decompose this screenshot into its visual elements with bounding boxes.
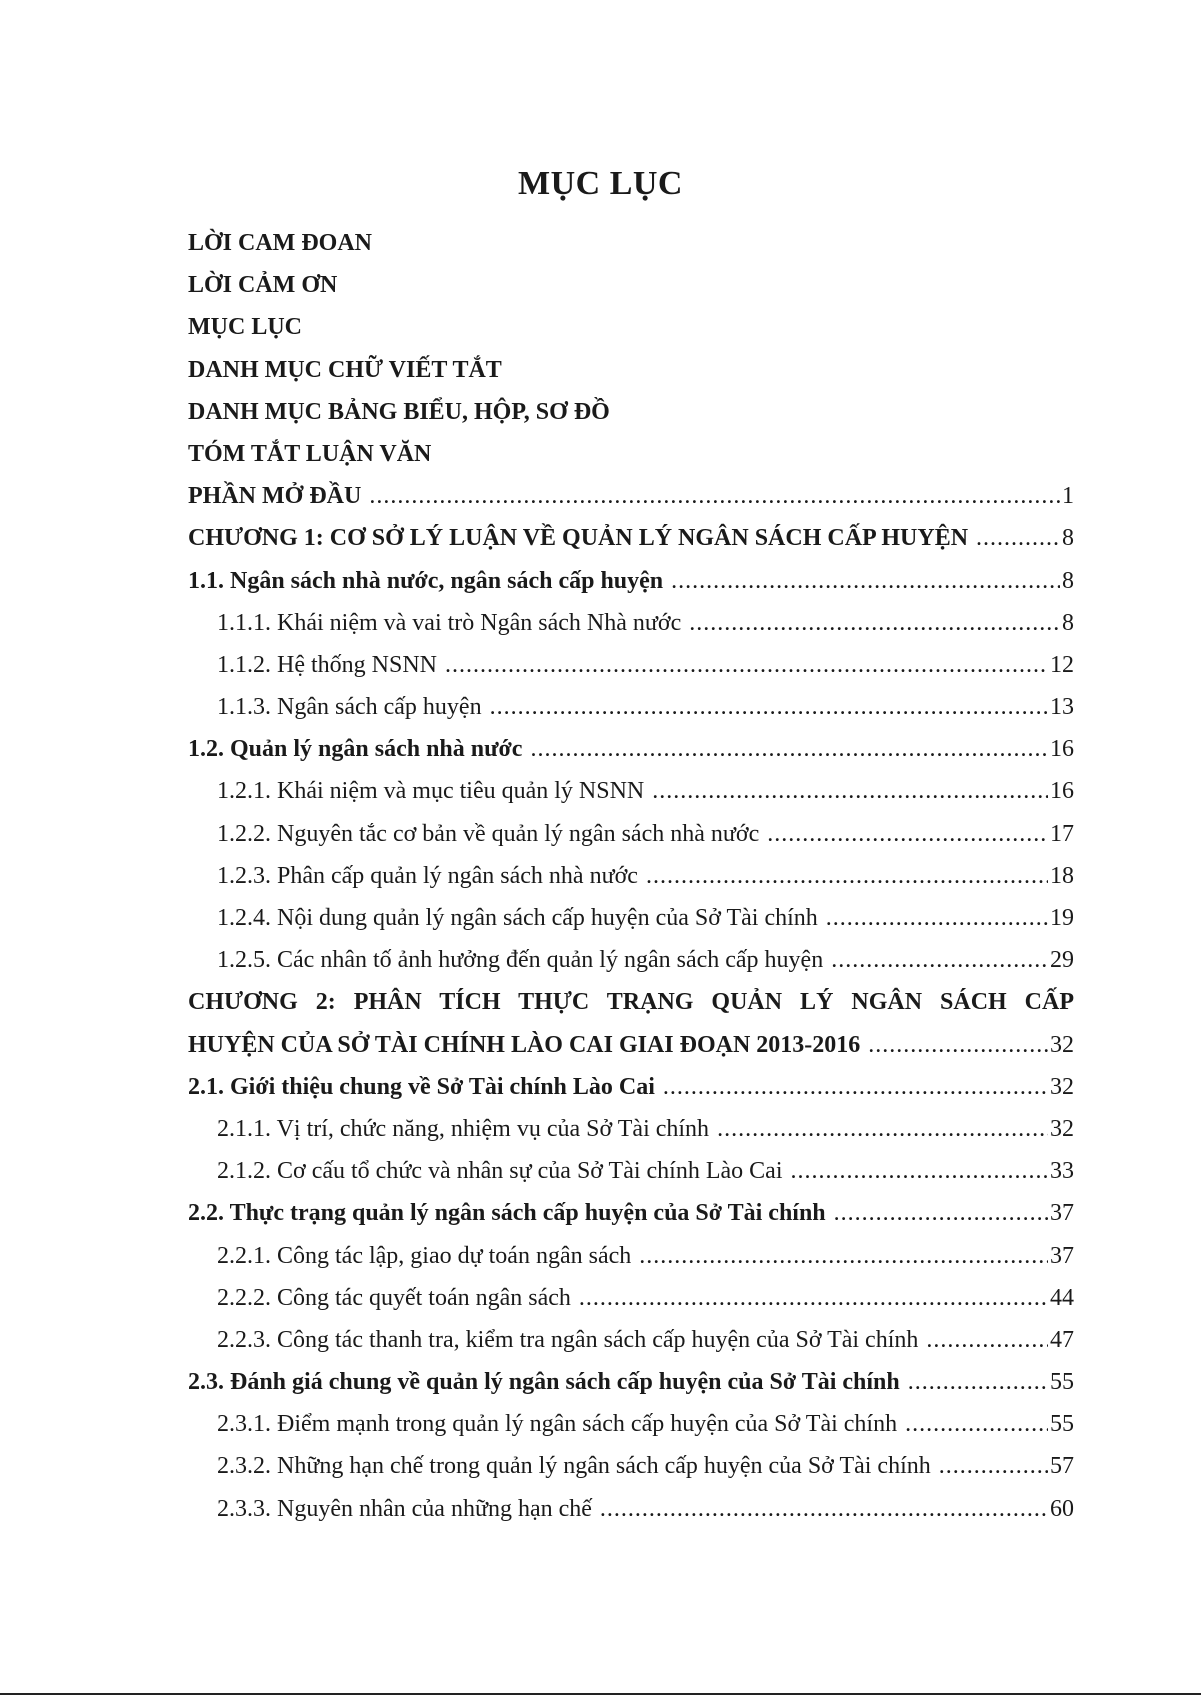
toc-dot-leader xyxy=(834,1192,1048,1234)
toc-entry-title: 2.3.3. Nguyên nhân của những hạn chế xyxy=(217,1495,592,1522)
toc-entry-title: LỜI CẢM ƠN xyxy=(188,272,338,299)
toc-entry-title: 1.2.2. Nguyên tắc cơ bản về quản lý ngân sách nhà nước xyxy=(217,820,760,847)
toc-dot-leader xyxy=(490,686,1048,728)
toc-entry[interactable] xyxy=(188,1361,1074,1403)
toc-page-number: 57 xyxy=(1050,1453,1074,1480)
toc-dot-leader xyxy=(445,644,1048,686)
toc-entry[interactable] xyxy=(188,475,1074,517)
toc-page-number: 32 xyxy=(1050,1115,1074,1142)
toc-dot-leader xyxy=(791,1150,1049,1192)
toc-page-number: 32 xyxy=(1050,1073,1074,1100)
toc-dot-leader xyxy=(868,1024,1048,1066)
toc-entry[interactable] xyxy=(188,1024,1074,1066)
toc-entry-title: 1.1.1. Khái niệm và vai trò Ngân sách Nhà nước xyxy=(217,609,682,636)
toc-entry-title: 1.2.5. Các nhân tố ảnh hưởng đến quản lý ngân sách cấp huyện xyxy=(217,947,824,974)
toc-entry-title: 2.2.3. Công tác thanh tra, kiểm tra ngân sách cấp huyện của Sở Tài chính xyxy=(217,1326,919,1353)
toc-entry[interactable] xyxy=(188,222,1074,264)
toc-page-number: 33 xyxy=(1050,1158,1074,1185)
toc-page-number: 19 xyxy=(1050,905,1074,931)
toc-entry[interactable] xyxy=(188,391,1074,433)
toc-entry-title: 1.1. Ngân sách nhà nước, ngân sách cấp huyện xyxy=(188,567,664,594)
toc-dot-leader xyxy=(646,855,1048,897)
toc-entry[interactable] xyxy=(188,1277,1074,1319)
toc-entry[interactable] xyxy=(188,1150,1074,1192)
toc-page-number: 55 xyxy=(1050,1411,1074,1438)
toc-dot-leader xyxy=(831,939,1048,981)
toc-dot-leader xyxy=(671,560,1060,602)
toc-page-number: 44 xyxy=(1050,1284,1074,1311)
toc-entry[interactable] xyxy=(188,1235,1074,1277)
toc-dot-leader xyxy=(939,1445,1048,1487)
toc-dot-leader xyxy=(976,517,1060,559)
toc-page-number: 8 xyxy=(1062,609,1074,636)
toc-dot-leader xyxy=(717,1108,1048,1150)
toc-entry[interactable] xyxy=(188,686,1074,728)
toc-entry-title: 1.1.3. Ngân sách cấp huyện xyxy=(217,694,482,721)
toc-dot-leader xyxy=(908,1361,1048,1403)
toc-entry-title: PHẦN MỞ ĐẦU xyxy=(188,483,362,510)
toc-entry-title: 1.2.4. Nội dung quản lý ngân sách cấp huyện của Sở Tài chính xyxy=(217,905,818,931)
toc-page-number: 1 xyxy=(1062,483,1074,510)
toc-entry-title: MỤC LỤC xyxy=(188,314,302,341)
page-bottom-rule xyxy=(0,1693,1201,1695)
toc-dot-leader xyxy=(369,475,1060,517)
toc-dot-leader xyxy=(663,1066,1048,1108)
toc-entry-title: DANH MỤC CHỮ VIẾT TẮT xyxy=(188,356,502,383)
toc-entry-title: 1.2.1. Khái niệm và mục tiêu quản lý NSNN xyxy=(217,778,645,805)
toc-entry[interactable] xyxy=(188,644,1074,686)
toc-dot-leader xyxy=(826,897,1048,939)
toc-entry[interactable] xyxy=(188,1445,1074,1487)
toc-entry[interactable] xyxy=(188,1319,1074,1361)
toc-entry[interactable] xyxy=(188,349,1074,391)
toc-page-number: 29 xyxy=(1050,947,1074,974)
toc-dot-leader xyxy=(926,1319,1048,1361)
toc-entry[interactable] xyxy=(188,306,1074,348)
toc-dot-leader xyxy=(639,1235,1048,1277)
toc-dot-leader xyxy=(689,602,1060,644)
toc-entry-title: 2.2.1. Công tác lập, giao dự toán ngân sách xyxy=(217,1242,632,1269)
toc-entry[interactable] xyxy=(188,897,1074,939)
page-title: MỤC LỤC xyxy=(518,165,683,202)
toc-entry[interactable] xyxy=(188,1108,1074,1150)
toc-entry[interactable] xyxy=(188,728,1074,770)
toc-entry[interactable] xyxy=(188,770,1074,812)
toc-entry-title: TÓM TẮT LUẬN VĂN xyxy=(188,440,432,467)
toc-dot-leader xyxy=(767,813,1048,855)
toc-entry[interactable] xyxy=(188,560,1074,602)
toc-entry-title: 1.2. Quản lý ngân sách nhà nước xyxy=(188,736,523,763)
toc-entry-title: DANH MỤC BẢNG BIỂU, HỘP, SƠ ĐỒ xyxy=(188,398,610,425)
toc-entry[interactable] xyxy=(188,1066,1074,1108)
toc-page-number: 12 xyxy=(1050,651,1074,678)
toc-entry[interactable] xyxy=(188,855,1074,897)
toc-entry[interactable] xyxy=(188,1192,1074,1234)
toc-page-number: 17 xyxy=(1050,820,1074,847)
toc-page-number: 32 xyxy=(1050,1031,1074,1058)
toc-entry-title: 2.3.1. Điểm mạnh trong quản lý ngân sách cấp huyện của Sở Tài chính xyxy=(217,1411,898,1438)
toc-entry-title: 2.2.2. Công tác quyết toán ngân sách xyxy=(217,1284,571,1311)
toc-entry[interactable] xyxy=(188,981,1074,1023)
toc-page-number: 16 xyxy=(1050,736,1074,763)
toc-dot-leader xyxy=(652,770,1048,812)
toc-entry[interactable] xyxy=(188,939,1074,981)
toc-entry-title: LỜI CAM ĐOAN xyxy=(188,230,372,256)
toc-page-number: 16 xyxy=(1050,778,1074,805)
table-of-contents xyxy=(188,222,1074,1530)
toc-entry-title: 2.1.1. Vị trí, chức năng, nhiệm vụ của Sở Tài chính xyxy=(217,1115,710,1142)
toc-page-number: 55 xyxy=(1050,1369,1074,1396)
toc-entry[interactable] xyxy=(188,433,1074,475)
toc-entry[interactable] xyxy=(188,1403,1074,1445)
toc-entry-title: CHƯƠNG 2: PHÂN TÍCH THỰC TRẠNG QUẢN LÝ NGÂN SÁCH CẤP xyxy=(188,989,1074,1016)
toc-entry-title: 1.1.2. Hệ thống NSNN xyxy=(217,651,437,678)
toc-entry-title: 2.1. Giới thiệu chung về Sở Tài chính Lào Cai xyxy=(188,1073,655,1100)
toc-page-number: 47 xyxy=(1050,1326,1074,1353)
toc-dot-leader xyxy=(530,728,1048,770)
toc-page-number: 8 xyxy=(1062,567,1074,594)
toc-page-number: 37 xyxy=(1050,1242,1074,1269)
toc-dot-leader xyxy=(579,1277,1048,1319)
toc-entry[interactable] xyxy=(188,517,1074,559)
toc-entry-title: 1.2.3. Phân cấp quản lý ngân sách nhà nước xyxy=(217,862,638,889)
toc-page-number: 18 xyxy=(1050,862,1074,889)
toc-entry-title: 2.2. Thực trạng quản lý ngân sách cấp huyện của Sở Tài chính xyxy=(188,1200,826,1227)
toc-entry-title: 2.3.2. Những hạn chế trong quản lý ngân sách cấp huyện của Sở Tài chính xyxy=(217,1453,931,1480)
toc-entry[interactable] xyxy=(188,1488,1074,1530)
toc-page-number: 8 xyxy=(1062,525,1074,552)
toc-entry[interactable] xyxy=(188,813,1074,855)
toc-entry-title: CHƯƠNG 1: CƠ SỞ LÝ LUẬN VỀ QUẢN LÝ NGÂN SÁCH CẤP HUYỆN xyxy=(188,525,969,552)
toc-entry[interactable] xyxy=(188,602,1074,644)
toc-dot-leader xyxy=(905,1403,1048,1445)
toc-page-number: 13 xyxy=(1050,694,1074,721)
toc-entry-title: 2.3. Đánh giá chung về quản lý ngân sách cấp huyện của Sở Tài chính xyxy=(188,1369,900,1396)
toc-dot-leader xyxy=(600,1488,1048,1530)
toc-page-number: 37 xyxy=(1050,1200,1074,1227)
toc-entry-title: HUYỆN CỦA SỞ TÀI CHÍNH LÀO CAI GIAI ĐOẠN 2013-2016 xyxy=(188,1031,861,1058)
toc-entry[interactable] xyxy=(188,264,1074,306)
toc-entry-title: 2.1.2. Cơ cấu tổ chức và nhân sự của Sở Tài chính Lào Cai xyxy=(217,1158,783,1185)
toc-page-number: 60 xyxy=(1050,1495,1074,1522)
